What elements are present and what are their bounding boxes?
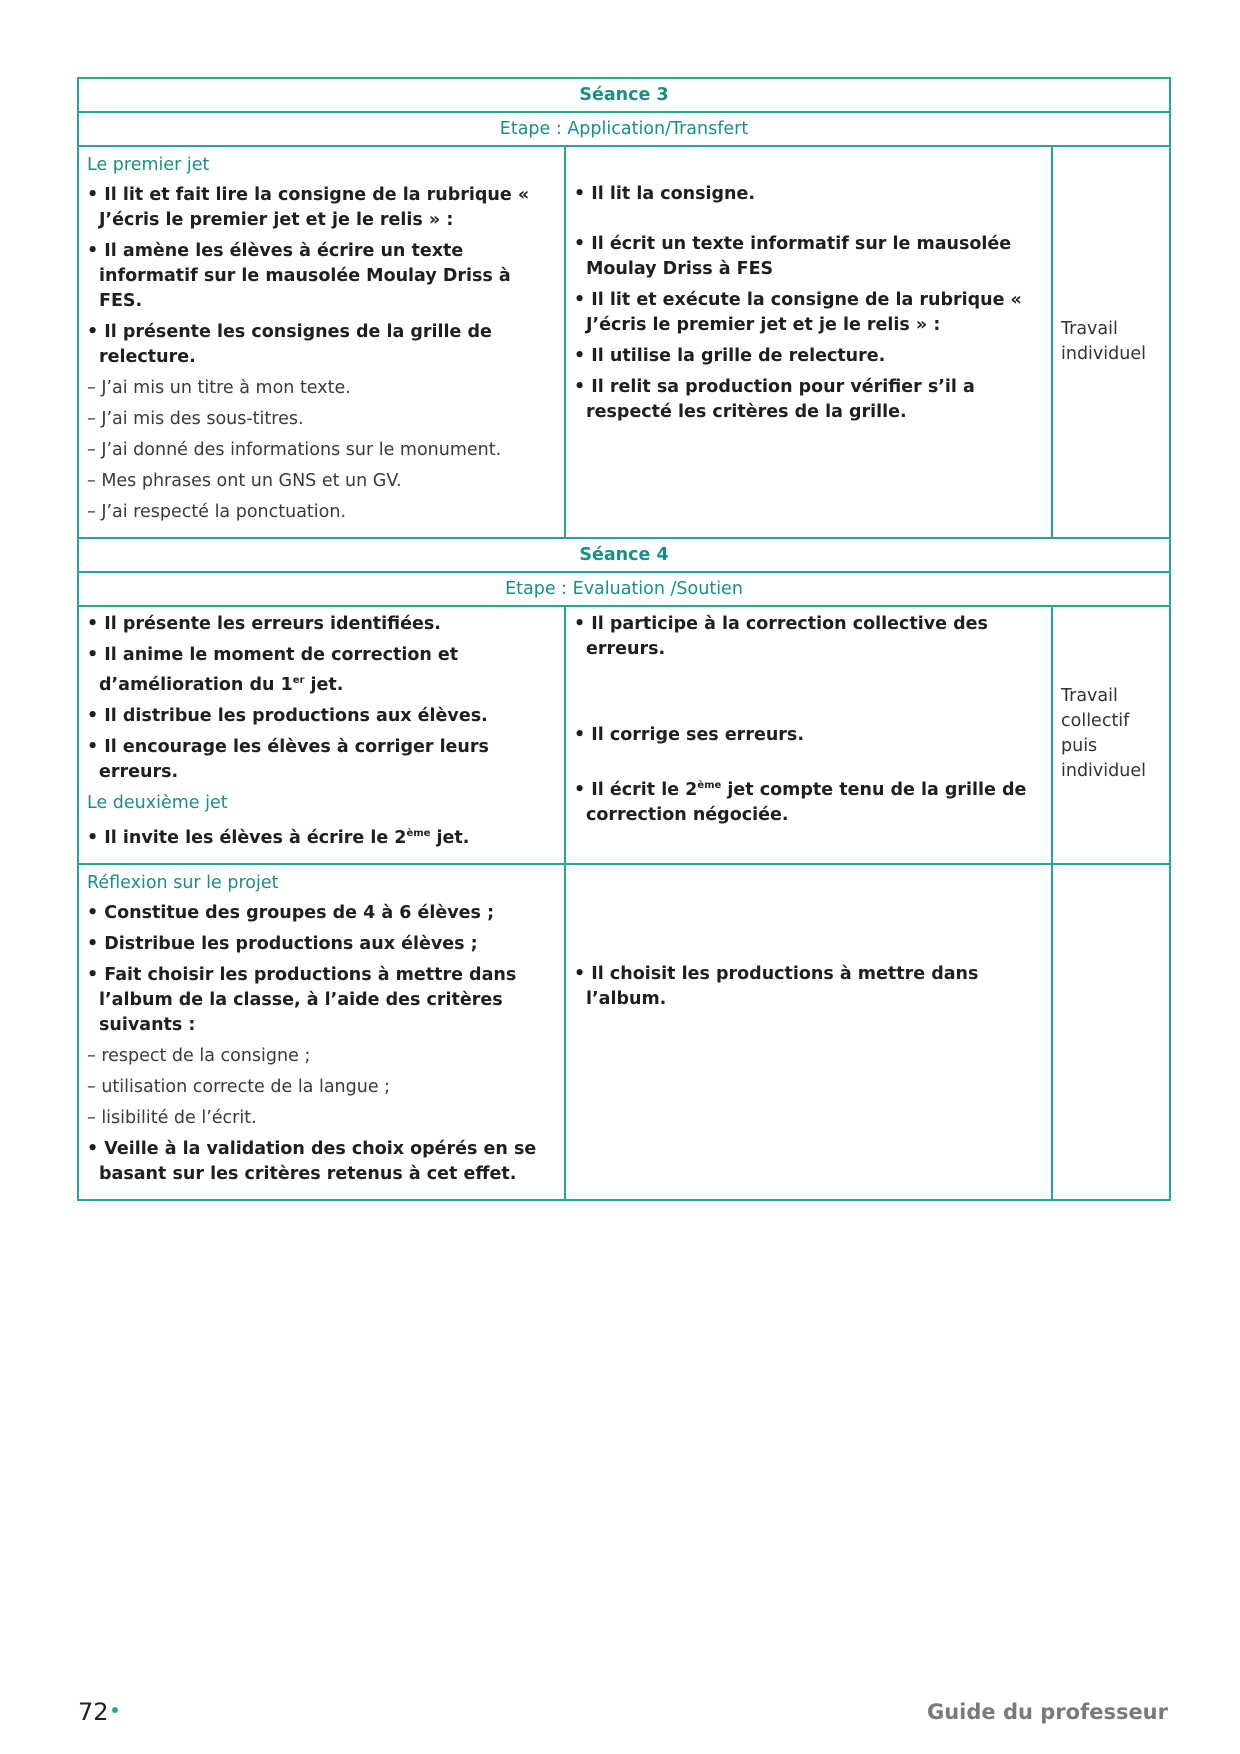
list-item: • Il corrige ses erreurs. <box>574 725 804 745</box>
criteria-item: – utilisation correcte de la langue ; <box>87 1076 391 1097</box>
list-item-text: • Il anime le moment de correction et d’amélioration du 1 <box>87 645 459 695</box>
list-item-text-end: jet. <box>430 827 470 848</box>
list-item <box>574 773 1043 828</box>
reflexion-student-cell <box>565 864 1052 1200</box>
premier-jet-heading: Le premier jet <box>87 155 210 175</box>
modality-line: puis <box>1061 736 1098 757</box>
list-item: • Constitue des groupes de 4 à 6 élèves ; <box>87 902 495 923</box>
list-item: • Il relit sa production pour vérifier s’il a respecté les critères de la grille. <box>574 377 975 422</box>
seance4-teacher-cell <box>78 606 565 864</box>
seance4-content-row <box>78 606 1170 864</box>
criteria-item: – Mes phrases ont un GNS et un GV. <box>87 471 402 491</box>
list-item: • Il lit la consigne. <box>574 184 756 204</box>
list-item: • Il participe à la correction collective des erreurs. <box>574 614 988 659</box>
list-item: • Il utilise la grille de relecture. <box>574 346 886 366</box>
list-item <box>87 821 556 851</box>
seance4-student-cell <box>565 606 1052 864</box>
page-number: 72 <box>78 1698 109 1726</box>
page-number-dot <box>112 1707 118 1713</box>
list-item-text-end: jet compte tenu de la grille de correction négociée. <box>586 779 1027 825</box>
criteria-item: – respect de la consigne ; <box>87 1045 311 1066</box>
seance3-content-row <box>78 146 1170 538</box>
deuxieme-jet-heading: Le deuxième jet <box>87 792 228 813</box>
reflexion-heading: Réflexion sur le projet <box>87 872 279 893</box>
criteria-item: – J’ai mis un titre à mon texte. <box>87 378 351 398</box>
seance4-title-row <box>78 538 1170 572</box>
seance3-etape: Etape : Application/Transfert <box>78 112 1170 146</box>
list-item: • Il distribue les productions aux élèves. <box>87 705 488 726</box>
ordinal-suffix: er <box>292 675 305 686</box>
ordinal-suffix: ème <box>697 780 722 791</box>
seance3-title: Séance 3 <box>78 78 1170 112</box>
reflexion-teacher-cell <box>78 864 565 1200</box>
reflexion-modality-cell <box>1052 864 1170 1200</box>
list-item: • Il amène les élèves à écrire un texte informatif sur le mausolée Moulay Driss à FES. <box>87 241 511 311</box>
list-item: • Fait choisir les productions à mettre dans l’album de la classe, à l’aide des critères suivants : <box>87 964 517 1035</box>
list-item-text: • Il écrit le 2 <box>574 779 698 800</box>
list-item <box>87 643 556 698</box>
list-item: • Il lit et fait lire la consigne de la rubrique « J’écris le premier jet et je le relis » : <box>87 185 530 230</box>
seance3-etape-row <box>78 112 1170 146</box>
seance3-student-cell <box>565 146 1052 538</box>
list-item: • Veille à la validation des choix opérés en se basant sur les critères retenus à cet effet. <box>87 1138 537 1184</box>
list-item: • Distribue les productions aux élèves ; <box>87 933 478 954</box>
modality-line: collectif <box>1061 711 1130 732</box>
list-item-text-end: jet. <box>304 674 344 695</box>
modality-line: Travail <box>1061 318 1118 339</box>
list-item: • Il présente les erreurs identifiées. <box>87 614 441 634</box>
list-item: • Il encourage les élèves à corriger leurs erreurs. <box>87 736 489 782</box>
criteria-item: – J’ai donné des informations sur le monument. <box>87 440 502 460</box>
seance4-title: Séance 4 <box>78 538 1170 572</box>
seance3-title-row <box>78 78 1170 112</box>
reflexion-content-row <box>78 864 1170 1200</box>
seance4-modality-cell <box>1052 606 1170 864</box>
list-item: • Il choisit les productions à mettre dans l’album. <box>574 963 979 1009</box>
list-item: • Il écrit un texte informatif sur le mausolée Moulay Driss à FES <box>574 234 1012 279</box>
modality-line: Travail <box>1061 686 1118 707</box>
modality-line: individuel <box>1061 343 1146 364</box>
criteria-item: – J’ai respecté la ponctuation. <box>87 502 347 522</box>
list-item: • Il présente les consignes de la grille de relecture. <box>87 322 492 367</box>
lesson-table <box>77 77 1171 1201</box>
modality-line: individuel <box>1061 761 1146 782</box>
seance3-modality-cell <box>1052 146 1170 538</box>
list-item: • Il lit et exécute la consigne de la rubrique « J’écris le premier jet et je le relis » : <box>574 290 1022 335</box>
ordinal-suffix: ème <box>406 827 431 839</box>
seance3-teacher-cell <box>78 146 565 538</box>
criteria-item: – J’ai mis des sous-titres. <box>87 409 304 429</box>
criteria-item: – lisibilité de l’écrit. <box>87 1107 257 1128</box>
list-item-text: • Il invite les élèves à écrire le 2 <box>87 827 407 848</box>
guide-title: Guide du professeur <box>926 1700 1168 1724</box>
seance4-etape: Etape : Evaluation /Soutien <box>78 572 1170 606</box>
seance4-etape-row <box>78 572 1170 606</box>
